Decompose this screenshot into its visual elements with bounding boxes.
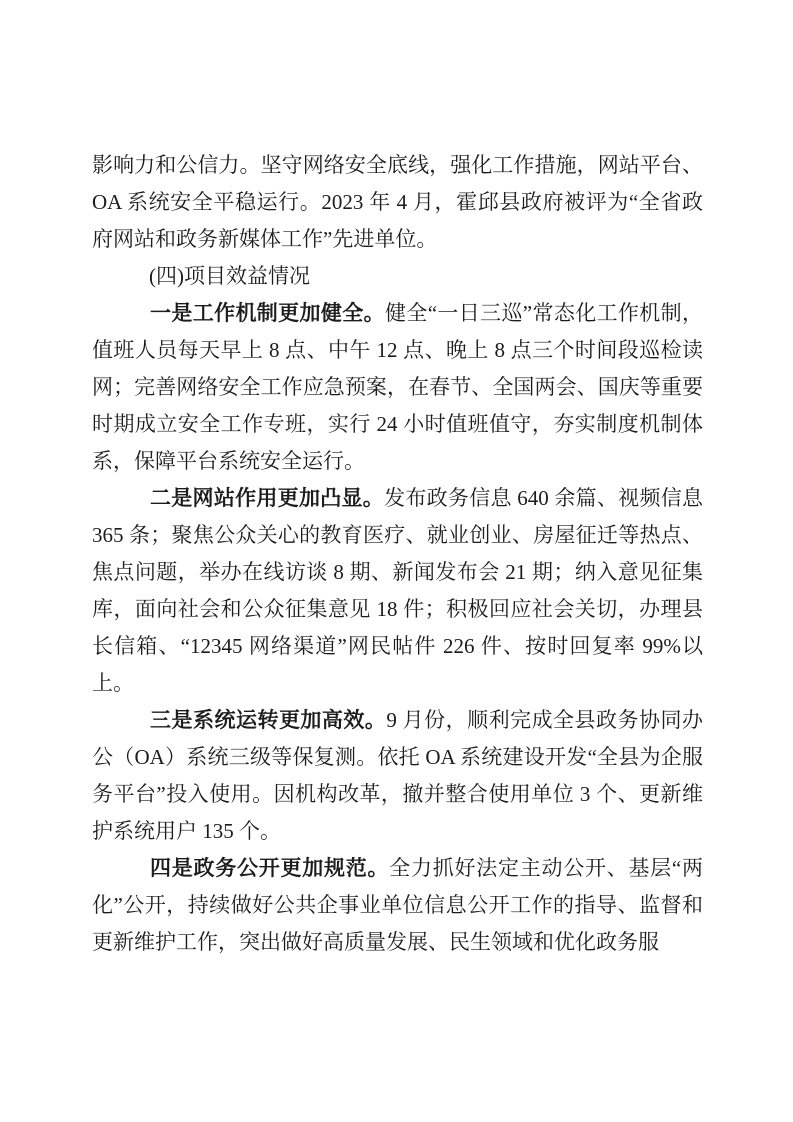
paragraph-point-4 bbox=[92, 850, 703, 961]
section-heading bbox=[92, 258, 703, 295]
point-2-text: 发布政务信息 640 余篇、视频信息 365 条；聚焦公众关心的教育医疗、就业创业、房屋征迁等热点、焦点问题，举办在线访谈 8 期、新闻发布会 21 期；纳入意见征集库，面向社会和公众征集意见 18 件；积极回应社会关切，办理县长信箱、“12345 网络渠道”网民帖件 226 件、按时回复率 99%以上。 bbox=[92, 486, 704, 695]
point-1-lead: 一是工作机制更加健全。 bbox=[150, 301, 385, 325]
point-4-text: 全力抓好法定主动公开、基层“两化”公开，持续做好公共企事业单位信息公开工作的指导、监督和更新维护工作，突出做好高质量发展、民生领域和优化政务服 bbox=[92, 856, 703, 954]
paragraph-text: 影响力和公信力。坚守网络安全底线，强化工作措施，网站平台、OA 系统安全平稳运行。2023 年 4 月，霍邱县政府被评为“全省政府网站和政务新媒体工作”先进单位。 bbox=[92, 153, 703, 251]
point-3-lead: 三是系统运转更加高效。 bbox=[150, 708, 387, 732]
point-2-lead: 二是网站作用更加凸显。 bbox=[150, 486, 385, 510]
point-1-text: 健全“一日三巡”常态化工作机制，值班人员每天早上 8 点、中午 12 点、晚上 8 点三个时间段巡检读网；完善网络安全工作应急预案，在春节、全国两会、国庆等重要时期成立安全工作专班，实行 24 小时值班值守，夯实制度机制体系，保障平台系统安全运行。 bbox=[92, 301, 704, 473]
point-3-text: 9 月份，顺利完成全县政务协同办公（OA）系统三级等保复测。依托 OA 系统建设开发“全县为企服务平台”投入使用。因机构改革，撤并整合使用单位 3 个、更新维护系统用户 135 个。 bbox=[92, 708, 703, 843]
paragraph-continuation bbox=[92, 147, 703, 258]
paragraph-point-2 bbox=[92, 480, 703, 702]
document-text-block bbox=[92, 147, 703, 961]
point-4-lead: 四是政务公开更加规范。 bbox=[150, 856, 390, 880]
section-heading-text: (四)项目效益情况 bbox=[149, 264, 310, 288]
paragraph-point-1 bbox=[92, 295, 703, 480]
paragraph-point-3 bbox=[92, 702, 703, 850]
